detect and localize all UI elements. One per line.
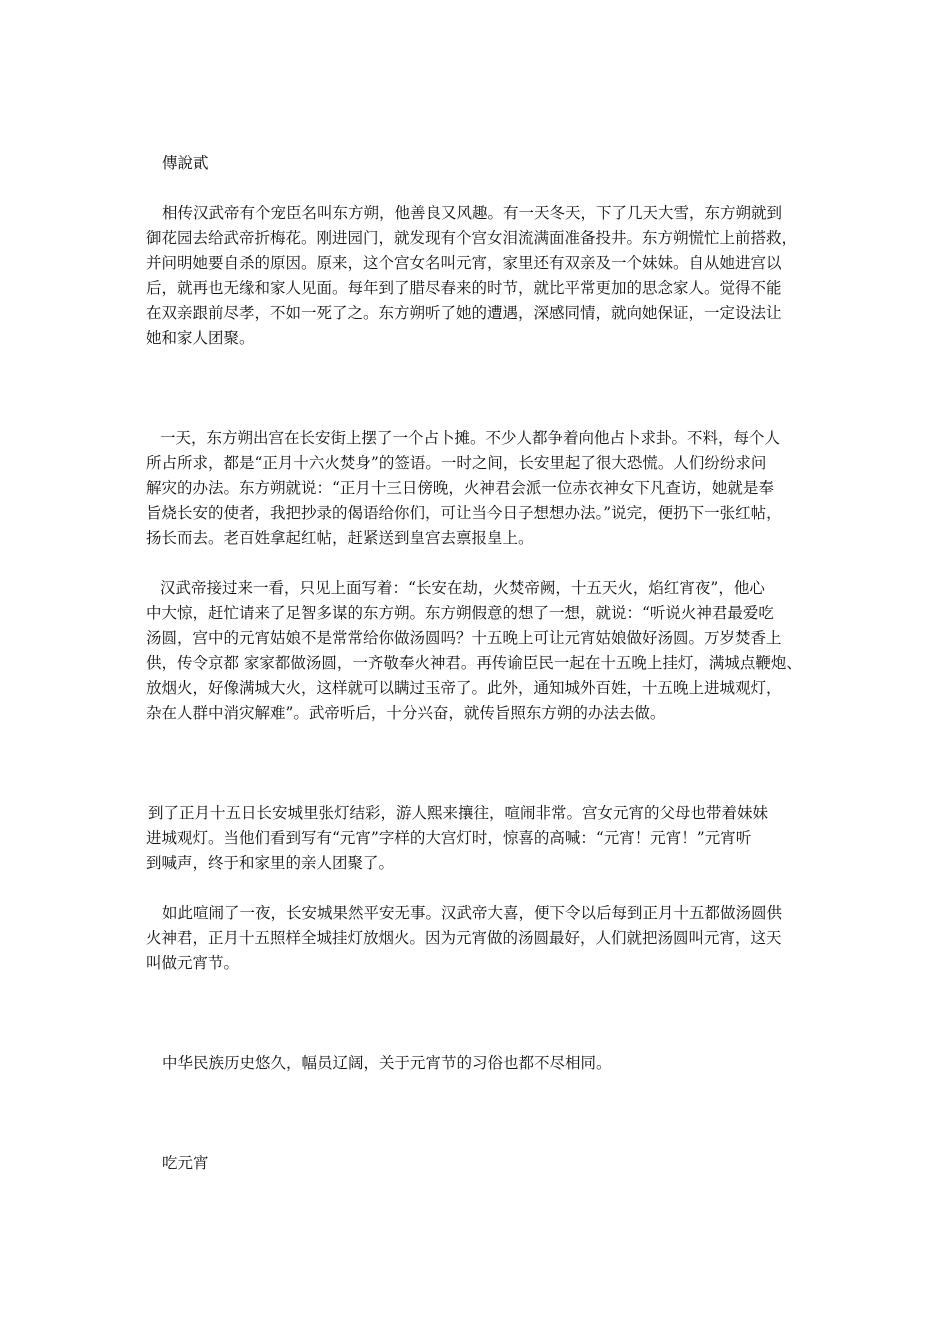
paragraph-3-line-6: 杂在人群中消灾解难”。武帝听后，十分兴奋，就传旨照东方朔的办法去做。 [146, 704, 666, 722]
paragraph-4-line-3: 到喊声，终于和家里的亲人团聚了。 [146, 854, 395, 872]
paragraph-2-line-5: 扬长而去。老百姓拿起红帖，赶紧送到皇宫去禀报皇上。 [146, 529, 534, 547]
paragraph-3-line-4: 供，传令京都 家家都做汤圆，一齐敬奉火神君。再传谕臣民一起在十五晚上挂灯，满城点鞭炮、 [146, 654, 802, 672]
paragraph-2-line-3: 解灾的办法。东方朔就说：“正月十三日傍晚，火神君会派一位赤衣神女下凡查访，她就是奉 [146, 479, 774, 497]
paragraph-3-line-5: 放烟火，好像满城大火，这样就可以瞒过玉帝了。此外，通知城外百姓，十五晚上进城观灯， [146, 679, 782, 697]
paragraph-5-line-1: 如此喧闹了一夜，长安城果然平安无事。汉武帝大喜，便下令以后每到正月十五都做汤圆供 [162, 904, 783, 922]
paragraph-1-line-3: 并问明她要自杀的原因。原来，这个宫女名叫元宵，家里还有双亲及一个妹妹。自从她进宫以 [146, 254, 782, 272]
paragraph-1-line-4: 后，就再也无缘和家人见面。每年到了腊尽春来的时节，就比平常更加的思念家人。觉得不能 [146, 279, 782, 297]
paragraph-1-line-5: 在双亲跟前尽孝，不如一死了之。东方朔听了她的遭遇，深感同情，就向她保证，一定设法让 [146, 304, 782, 322]
section-heading-2: 吃元宵 [162, 1154, 209, 1172]
paragraph-3-line-3: 汤圆，宫中的元宵姑娘不是常常给你做汤圆吗？十五晚上可让元宵姑娘做好汤圆。万岁焚香上 [146, 629, 782, 647]
paragraph-3-line-1: 汉武帝接过来一看，只见上面写着：“长安在劫，火焚帝阙，十五天火，焰红宵夜”，他心 [160, 579, 765, 597]
paragraph-1-line-6: 她和家人团聚。 [146, 329, 255, 347]
paragraph-2-line-1: 一天，东方朔出宫在长安街上摆了一个占卜摊。不少人都争着向他占卜求卦。不料，每个人 [160, 429, 781, 447]
paragraph-5-line-2: 火神君，正月十五照样全城挂灯放烟火。因为元宵做的汤圆最好，人们就把汤圆叫元宵，这天 [146, 929, 782, 947]
paragraph-5-line-3: 叫做元宵节。 [146, 954, 240, 972]
paragraph-3-line-2: 中大惊，赶忙请来了足智多谋的东方朔。东方朔假意的想了一想，就说：“听说火神君最爱吃 [146, 604, 774, 622]
paragraph-2-line-2: 所占所求，都是“正月十六火焚身”的签语。一时之间，长安里起了很大恐慌。人们纷纷求问 [146, 454, 767, 472]
paragraph-6: 中华民族历史悠久，幅员辽阔，关于元宵节的习俗也都不尽相同。 [162, 1054, 612, 1072]
paragraph-2-line-4: 旨烧长安的使者，我把抄录的偈语给你们，可让当今日子想想办法。”说完，便扔下一张红帖， [146, 504, 782, 522]
paragraph-4-line-1: 到了正月十五日长安城里张灯结彩，游人熙来攘往，喧闹非常。宫女元宵的父母也带着妹妹 [148, 804, 769, 822]
paragraph-1-line-2: 御花园去给武帝折梅花。刚进园门，就发现有个宫女泪流满面准备投井。东方朔慌忙上前搭救， [146, 229, 798, 247]
section-heading: 傳說貳 [162, 154, 209, 172]
paragraph-1-line-1: 相传汉武帝有个宠臣名叫东方朔，他善良又风趣。有一天冬天，下了几天大雪，东方朔就到 [162, 204, 783, 222]
paragraph-4-line-2: 进城观灯。当他们看到写有“元宵”字样的大宫灯时，惊喜的高喊：“元宵！元宵！”元宵听 [146, 829, 752, 847]
